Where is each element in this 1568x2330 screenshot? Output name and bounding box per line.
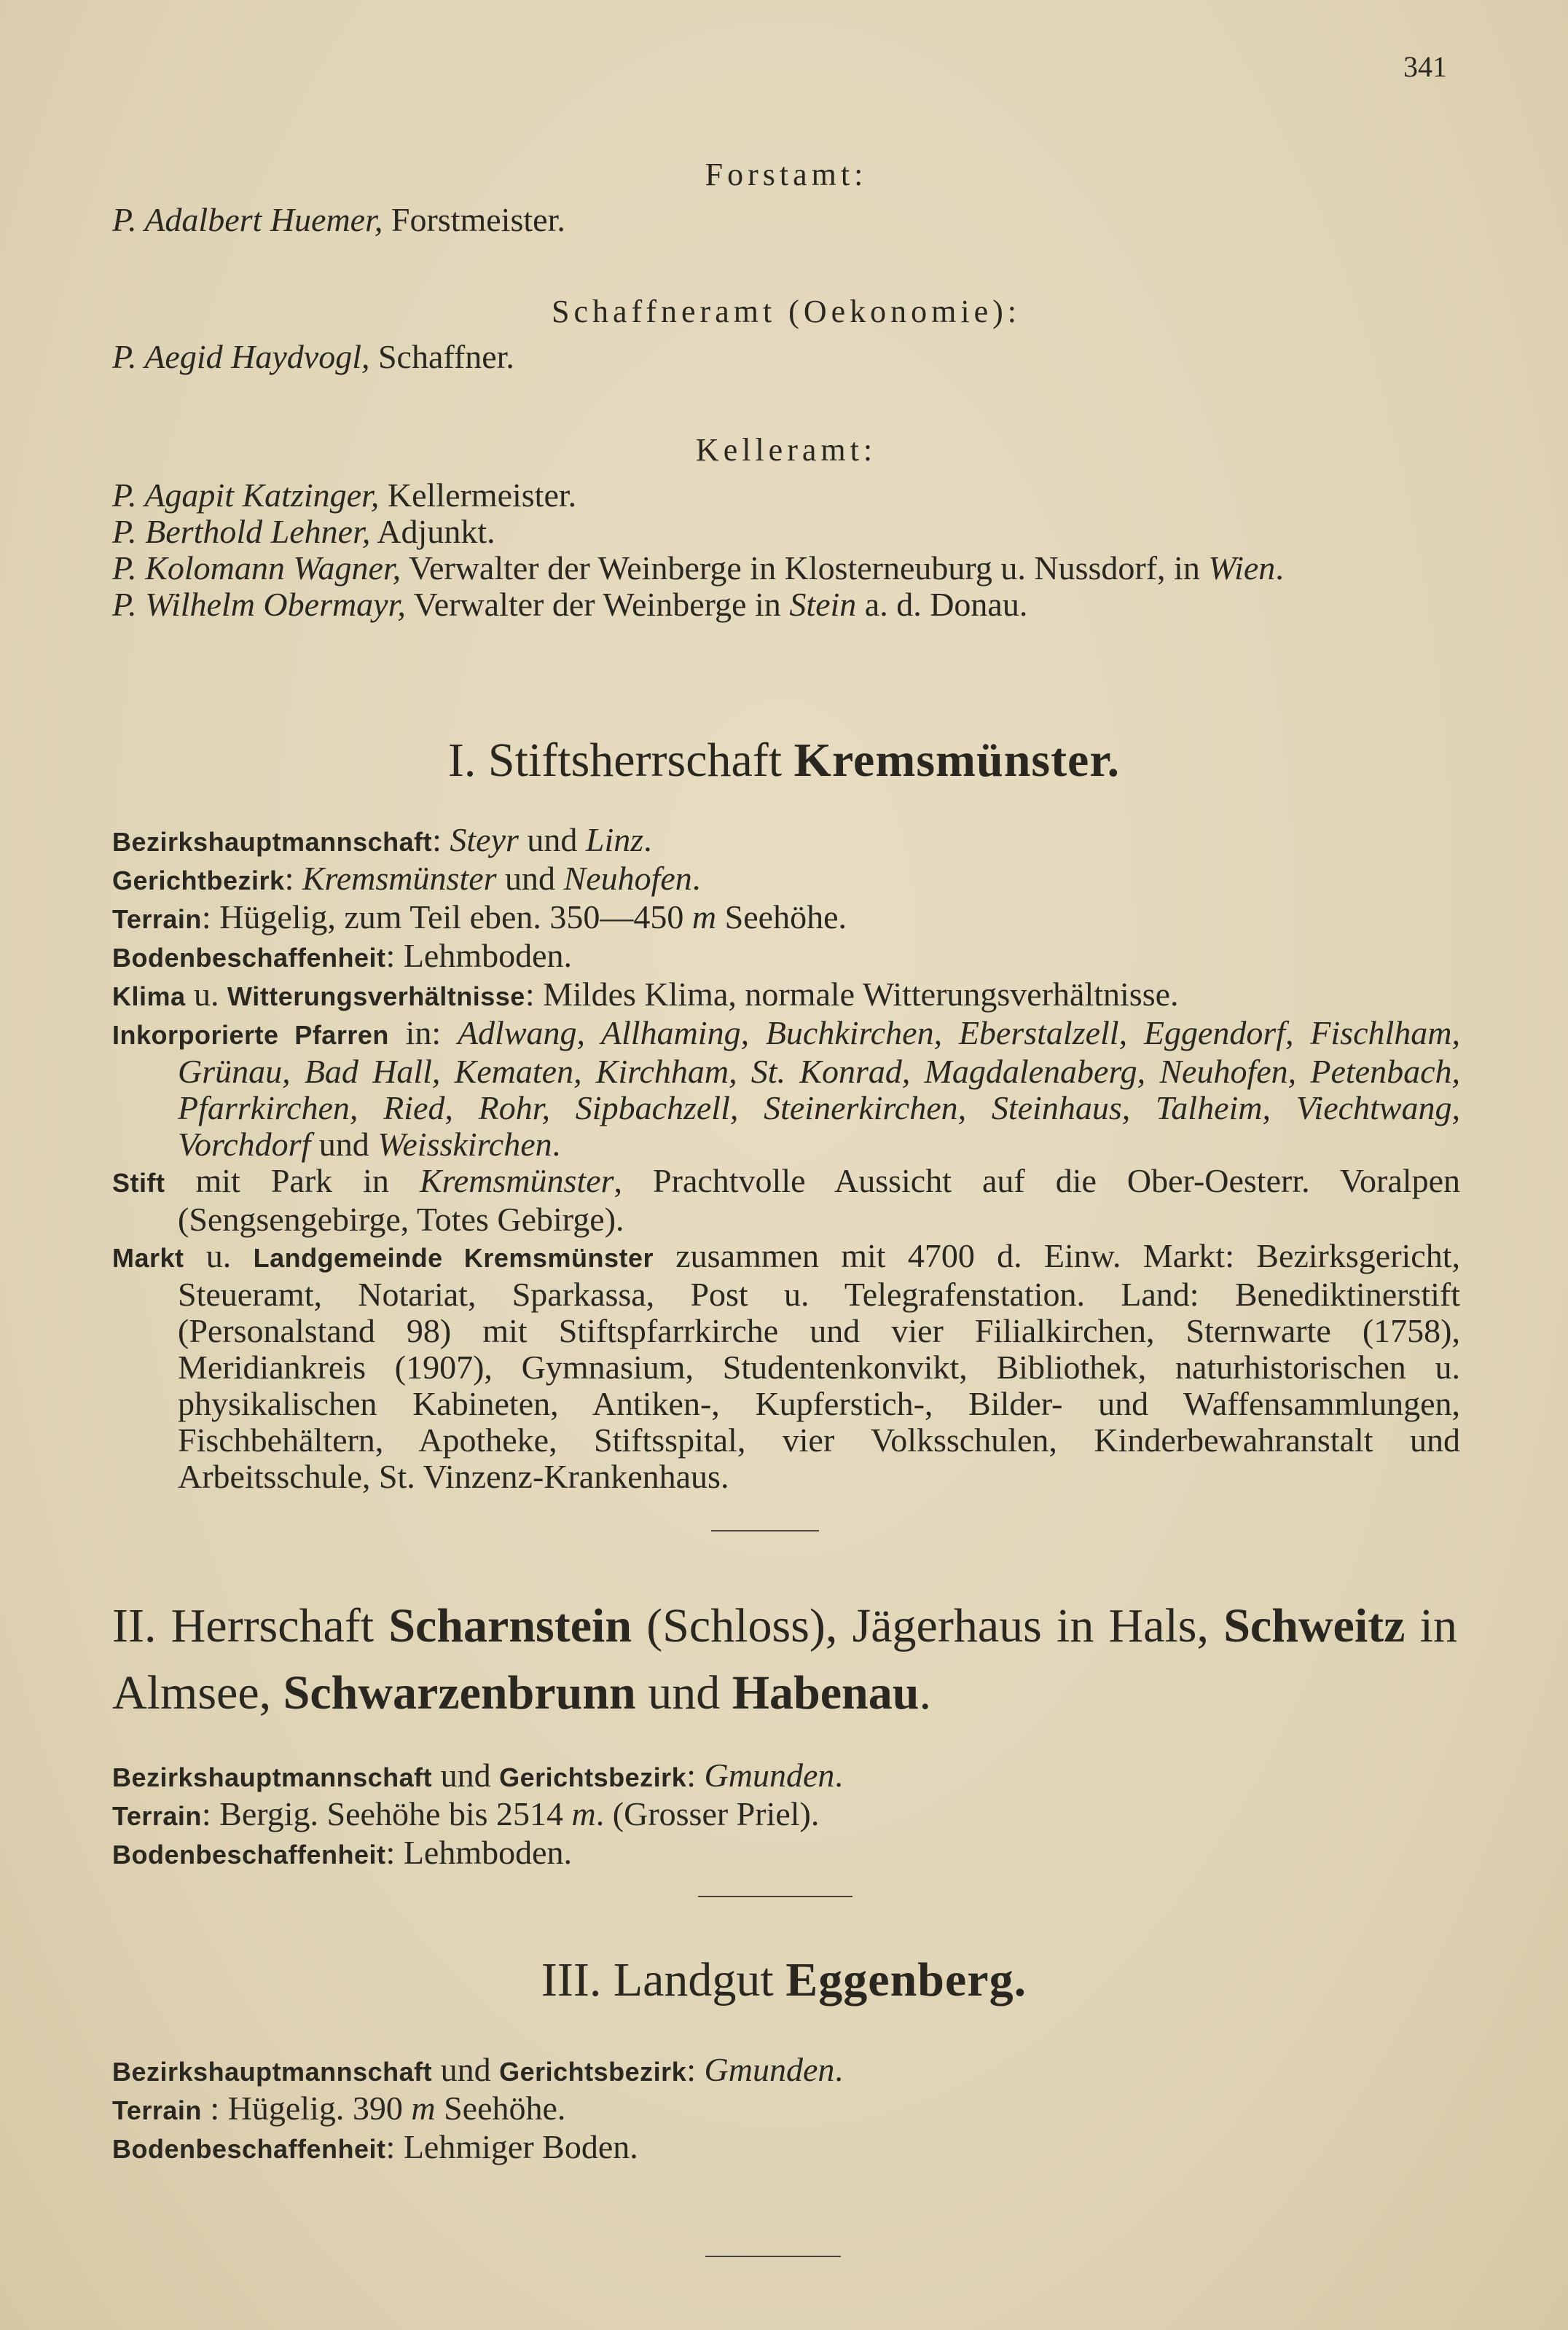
info-label: Bezirkshauptmannschaft xyxy=(112,2057,433,2087)
info-label: Markt xyxy=(112,1243,184,1273)
info-text: : xyxy=(284,860,302,897)
info-label: Landgemeinde Kremsmünster xyxy=(253,1243,654,1273)
kelleramt-entry xyxy=(112,477,1460,514)
info-label: Gerichtsbezirk xyxy=(499,2057,687,2087)
info-row xyxy=(112,1015,1460,1163)
title-bold: Eggenberg. xyxy=(785,1953,1027,2007)
info-text: u. xyxy=(184,1237,254,1274)
info-row xyxy=(112,822,1460,860)
forstamt-section xyxy=(112,156,1460,238)
title-bold: Schweitz xyxy=(1223,1599,1406,1652)
info-label: Inkorporierte Pfarren xyxy=(112,1020,389,1050)
schaffneramt-entry xyxy=(112,339,1460,375)
info-italic: Gmunden xyxy=(704,2051,835,2088)
info-row xyxy=(112,1757,1460,1796)
info-label: Bezirkshauptmannschaft xyxy=(112,1762,433,1792)
info-row xyxy=(112,2129,1460,2168)
entry-tail: a. d. Donau. xyxy=(856,586,1028,623)
info-label: Terrain xyxy=(112,2095,202,2125)
kelleramt-heading: Kelleramt: xyxy=(695,432,877,468)
info-text: : xyxy=(432,821,450,858)
title-bold: Habenau xyxy=(732,1666,920,1719)
info-text: Seehöhe. xyxy=(716,898,847,935)
info-label: Klima xyxy=(112,981,186,1011)
info-text: mit Park in xyxy=(165,1162,420,1199)
title-text: . xyxy=(919,1666,931,1719)
info-italic: Linz xyxy=(585,821,644,858)
info-text: . xyxy=(643,821,652,858)
info-label: Witterungsverhältnisse xyxy=(227,981,525,1011)
title-text: in Almsee, xyxy=(112,1599,1457,1719)
title-text: III. Landgut xyxy=(541,1953,786,2007)
info-text: : xyxy=(686,1757,705,1794)
info-italic: m xyxy=(411,2090,436,2127)
info-italic: m xyxy=(571,1795,596,1832)
info-label: Bodenbeschaffenheit xyxy=(112,1840,386,1870)
person-role: Forstmeister. xyxy=(383,201,565,238)
info-italic: Weisskirchen xyxy=(377,1126,552,1163)
info-label: Gerichtbezirk xyxy=(112,866,285,895)
info-row xyxy=(112,1835,1460,1873)
info-label: Terrain xyxy=(112,1801,202,1831)
section-3-info xyxy=(112,2052,1460,2168)
kelleramt-entry xyxy=(112,550,1460,587)
info-text: : Lehmboden. xyxy=(385,937,573,974)
info-text: : Hügelig. 390 xyxy=(201,2090,412,2127)
person-name: P. Agapit Katzinger, xyxy=(112,476,380,514)
title-bold: Schwarzenbrunn xyxy=(283,1666,636,1719)
info-text: . xyxy=(834,2051,843,2088)
title-text: I. Stiftsherrschaft xyxy=(447,734,794,787)
title-text: II. Herrschaft xyxy=(112,1599,389,1652)
info-text: . xyxy=(834,1757,843,1794)
title-text: und xyxy=(635,1666,732,1719)
info-text: . xyxy=(691,860,701,897)
info-row xyxy=(112,899,1460,938)
place-name: Stein xyxy=(789,586,857,623)
info-row xyxy=(112,1796,1460,1835)
kelleramt-section xyxy=(112,431,1460,623)
info-italic: Steyr xyxy=(450,821,519,858)
info-label: Gerichtsbezirk xyxy=(499,1762,687,1792)
info-text: : Bergig. Seehöhe bis 2514 xyxy=(201,1795,572,1832)
forstamt-heading: Forstamt: xyxy=(705,157,868,192)
section-divider xyxy=(711,1530,819,1531)
info-italic: m xyxy=(691,898,717,935)
info-text: und xyxy=(432,1757,500,1794)
info-text: und xyxy=(496,860,564,897)
info-row xyxy=(112,1163,1460,1238)
place-name: Wien xyxy=(1208,549,1276,587)
person-name: P. Adalbert Huemer, xyxy=(112,201,383,238)
section-divider xyxy=(698,1896,852,1897)
info-text: . xyxy=(552,1126,561,1163)
info-text: . (Grosser Priel). xyxy=(595,1795,820,1832)
person-role: Schaffner. xyxy=(369,338,514,375)
section-2-title xyxy=(112,1593,1457,1727)
person-name: P. Kolomann Wagner, xyxy=(112,549,401,587)
info-row xyxy=(112,2090,1460,2129)
schaffneramt-heading: Schaffneramt (Oekonomie): xyxy=(551,294,1021,329)
page-number: 341 xyxy=(1403,50,1447,83)
info-text: : Hügelig, zum Teil eben. 350—450 xyxy=(201,898,692,935)
section-1-info xyxy=(112,822,1460,1495)
info-label: Stift xyxy=(112,1168,165,1198)
info-text: und xyxy=(432,2051,500,2088)
info-row xyxy=(112,2052,1460,2090)
schaffneramt-section xyxy=(112,293,1460,375)
section-divider xyxy=(705,2256,841,2257)
person-role: Verwalter der Weinberge in xyxy=(405,586,790,623)
info-italic: Adlwang, Allhaming, Buchkirchen, Eberstalzell, Eggendorf, Fischlham, Grünau, Bad Hall, Kematen, Kirchham, St. Konrad, Magdalenaberg, Neuhofen, Petenbach, Pfarrkirchen, Ried, Rohr, Sipbachzell, Steinerkirchen, Steinhaus, Talheim, Viechtwang, Vorchdorf xyxy=(178,1014,1460,1163)
title-bold: Scharnstein xyxy=(388,1599,632,1652)
info-row xyxy=(112,1238,1460,1495)
title-text: (Schloss), Jägerhaus in Hals, xyxy=(632,1599,1224,1652)
info-text: und xyxy=(518,821,586,858)
info-text: Seehöhe. xyxy=(435,2090,566,2127)
info-text: zusammen mit 4700 d. Einw. Markt: Bezirksgericht, Steueramt, Notariat, Sparkassa, Post u. Telegrafenstation. Land: Benediktinerstift (Personalstand 98) mit Stiftspfarrkirche und vier Filialkirchen, Sternwarte (1758), Meridiankreis (1907), Gymnasium, Studentenkonvikt, Bibliothek, naturhistorischen u. physikalischen Kabineten, Antiken-, Kupferstich-, Bilder- und Waffensammlungen, Fischbehältern, Apotheke, Stiftsspital, vier Volksschulen, Kinderbewahranstalt und Arbeitsschule, St. Vinzenz-Krankenhaus. xyxy=(178,1237,1460,1495)
info-label: Bezirkshauptmannschaft xyxy=(112,827,433,857)
kelleramt-entry xyxy=(112,514,1460,550)
info-row xyxy=(112,976,1460,1015)
info-label: Bodenbeschaffenheit xyxy=(112,943,386,973)
info-text: u. xyxy=(185,976,228,1013)
forstamt-entry xyxy=(112,202,1460,238)
info-text: : Mildes Klima, normale Witterungsverhältnisse. xyxy=(525,976,1179,1013)
info-italic: Kremsmünster xyxy=(302,860,497,897)
info-row xyxy=(112,938,1460,976)
info-row xyxy=(112,860,1460,899)
info-text: und xyxy=(310,1126,378,1163)
info-italic: Neuhofen xyxy=(563,860,692,897)
person-name: P. Berthold Lehner, xyxy=(112,513,371,550)
person-role: Kellermeister. xyxy=(379,476,577,514)
section-3-title xyxy=(0,1953,1568,2008)
person-role: Adjunkt. xyxy=(370,513,495,550)
entry-tail: . xyxy=(1275,549,1284,587)
person-name: P. Wilhelm Obermayr, xyxy=(112,586,406,623)
person-name: P. Aegid Haydvogl, xyxy=(112,338,370,375)
info-label: Terrain xyxy=(112,904,202,934)
person-role: Verwalter der Weinberge in Klosterneuburg u. Nussdorf, in xyxy=(401,549,1209,587)
title-bold: Kremsmünster. xyxy=(793,734,1121,787)
info-text: : Lehmiger Boden. xyxy=(385,2128,638,2165)
info-italic: Gmunden xyxy=(704,1757,835,1794)
info-italic: Kremsmünster xyxy=(419,1162,614,1199)
info-label: Bodenbeschaffenheit xyxy=(112,2134,386,2164)
section-2-info xyxy=(112,1757,1460,1873)
info-text: : Lehmboden. xyxy=(385,1834,573,1871)
kelleramt-entry xyxy=(112,587,1460,623)
info-text: , Prachtvolle Aussicht auf die Ober-Oesterr. Voralpen (Sengsengebirge, Totes Gebirge). xyxy=(178,1162,1460,1238)
section-1-title xyxy=(0,733,1568,788)
info-text: in: xyxy=(388,1014,458,1051)
info-text: : xyxy=(686,2051,705,2088)
